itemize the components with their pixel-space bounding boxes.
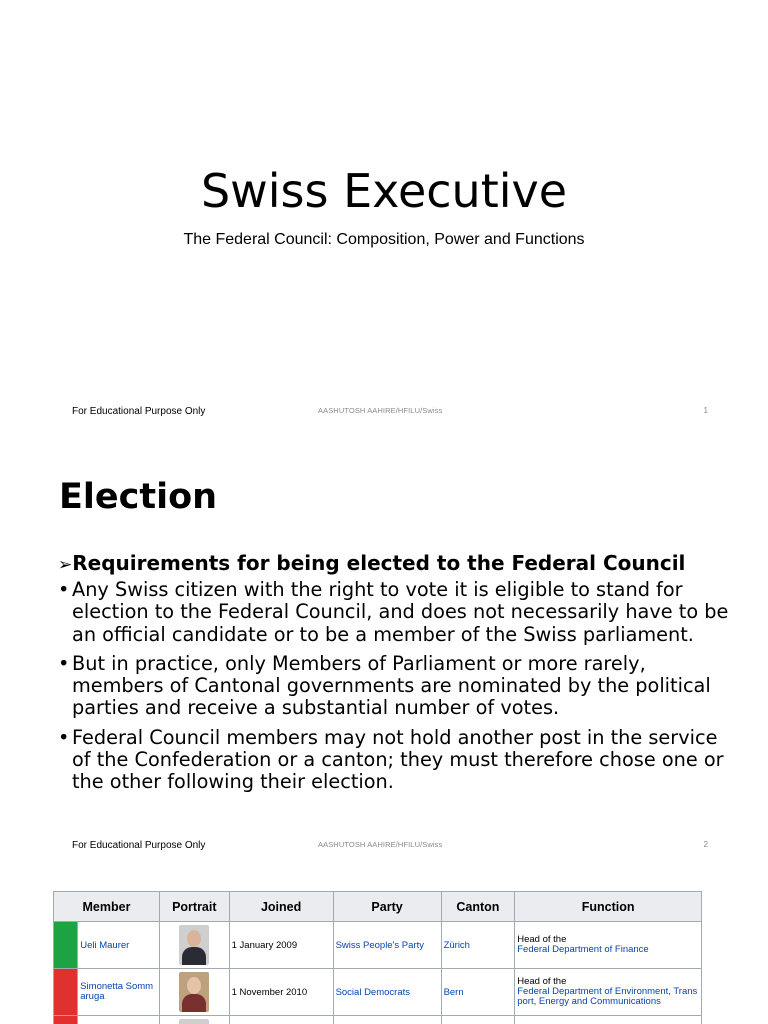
member-link[interactable]: Ueli Maurer — [80, 939, 130, 951]
function-link[interactable]: Federal Department of Environment, Transport, Energy and Communications — [517, 986, 698, 1007]
header-member[interactable]: Member — [54, 892, 160, 922]
header-function[interactable]: Function — [515, 892, 702, 922]
function-cell — [515, 922, 702, 969]
canton-link[interactable]: Zürich — [443, 939, 470, 951]
canton-cell[interactable] — [441, 1016, 515, 1024]
bullet-dot-icon: • — [58, 578, 70, 601]
slide-title: Swiss Executive — [200, 164, 568, 218]
footer-left: For Educational Purpose Only — [72, 840, 206, 851]
portrait-image[interactable] — [179, 1019, 209, 1024]
council-table-slide — [0, 864, 768, 1024]
bullet-text: Any Swiss citizen with the right to vote it is eligible to stand for election to the Federal Council, and does not necessarily have to be an official candidate or to be a member of the Swiss parliament. — [72, 578, 729, 646]
party-link[interactable]: Social Democrats — [335, 986, 411, 998]
party-color-cell — [54, 922, 78, 969]
party-cell[interactable] — [333, 922, 441, 969]
portrait-face — [187, 930, 201, 947]
footer-center: AASHUTOSH AAHIRE/HFILU/Swiss — [318, 840, 443, 849]
portrait-cell — [159, 1016, 229, 1024]
portrait-cell — [159, 969, 229, 1016]
footer-left: For Educational Purpose Only — [72, 406, 206, 417]
table-row — [54, 1016, 702, 1024]
party-link[interactable]: Swiss People's Party — [335, 939, 424, 951]
federal-council-table — [53, 891, 702, 1024]
bullet-text: Federal Council members may not hold another post in the service of the Confederation or a canton; they must therefore chose one or the other following their election. — [72, 725, 724, 794]
bullet-dot-icon: • — [58, 725, 70, 749]
portrait-face — [187, 977, 201, 994]
page-number: 1 — [703, 406, 708, 415]
footer-center: AASHUTOSH AAHIRE/HFILU/Swiss — [318, 406, 443, 415]
member-cell[interactable] — [78, 969, 160, 1016]
party-color-cell — [54, 969, 78, 1016]
party-cell[interactable] — [333, 1016, 441, 1024]
bullet-dot-icon: • — [58, 651, 70, 675]
bullet-item — [58, 727, 738, 794]
bullet-item — [58, 653, 738, 720]
bullet-text: But in practice, only Members of Parliament or more rarely, members of Cantonal governments are nominated by the political parties and receive a substantial number of votes. — [72, 651, 711, 720]
bullet-list — [58, 579, 738, 801]
title-slide — [0, 0, 768, 432]
member-cell[interactable] — [78, 922, 160, 969]
election-slide — [0, 432, 768, 864]
party-cell[interactable] — [333, 969, 441, 1016]
function-cell — [515, 969, 702, 1016]
canton-cell[interactable] — [441, 969, 515, 1016]
table-header-row — [54, 892, 702, 922]
arrow-bullet-icon: ➢ — [58, 555, 73, 575]
slide-heading: Election — [59, 477, 218, 517]
portrait-image[interactable] — [179, 925, 209, 965]
slide-subtitle: The Federal Council: Composition, Power and Functions — [183, 231, 585, 248]
header-party[interactable]: Party — [333, 892, 441, 922]
portrait-torso — [182, 947, 206, 965]
portrait-image[interactable] — [179, 972, 209, 1012]
header-joined[interactable]: Joined — [229, 892, 333, 922]
canton-link[interactable]: Bern — [443, 986, 464, 998]
joined-cell: 1 January 2009 — [229, 922, 333, 969]
member-cell[interactable] — [78, 1016, 160, 1024]
function-prefix: Head of the — [517, 976, 567, 987]
function-cell — [515, 1016, 702, 1024]
table-row — [54, 922, 702, 969]
requirement-heading — [58, 550, 685, 578]
function-prefix: Head of the — [517, 934, 567, 945]
bullet-item — [58, 579, 738, 646]
party-color-cell — [54, 1016, 78, 1024]
header-canton[interactable]: Canton — [441, 892, 515, 922]
header-portrait[interactable]: Portrait — [159, 892, 229, 922]
joined-cell — [229, 1016, 333, 1024]
table-row — [54, 969, 702, 1016]
member-link[interactable]: Simonetta Sommaruga — [80, 981, 154, 1002]
function-link[interactable]: Federal Department of Finance — [517, 944, 649, 955]
portrait-cell — [159, 922, 229, 969]
canton-cell[interactable] — [441, 922, 515, 969]
portrait-torso — [182, 994, 206, 1012]
joined-cell: 1 November 2010 — [229, 969, 333, 1016]
requirement-text: Requirements for being elected to the Federal Council — [72, 551, 686, 575]
page-number: 2 — [703, 840, 708, 849]
